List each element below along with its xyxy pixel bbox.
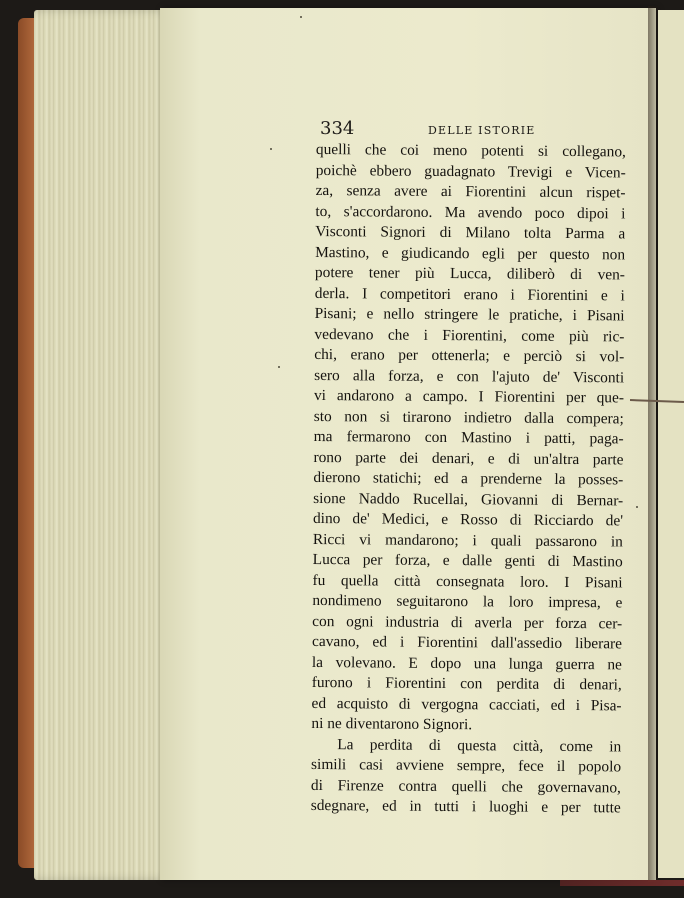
text-line: furono i Fiorentini con perdita di denari,	[311, 673, 622, 694]
paper-speck	[278, 366, 280, 368]
page-header	[320, 118, 620, 140]
text-line: simili casi avviene sempre, fece il popolo	[311, 755, 622, 776]
text-line: Pisani; e nello stringere le pratiche, i Pisani	[314, 304, 625, 325]
text-line: nondimeno seguitarono la loro impresa, e	[312, 591, 623, 612]
text-line: sione Naddo Rucellai, Giovanni di Bernar-	[313, 489, 624, 509]
paper-speck	[270, 148, 272, 150]
text-line: vi andarono a campo. I Fiorentini per que-	[313, 386, 625, 407]
text-line: vedevano che i Fiorentini, come più ric-	[314, 325, 625, 345]
page-stack-edges	[34, 10, 174, 880]
text-line: Lucca per forza, e dalle genti di Mastino	[312, 550, 623, 571]
text-line: sdegnare, ed in tutti i luoghi e per tutte	[310, 796, 621, 817]
paper-speck	[300, 16, 302, 18]
text-line: za, senza avere ai Fiorentini alcun rispet-	[315, 181, 626, 202]
text-line: con ogni industria di averla per forza cer-	[312, 612, 623, 632]
body-text	[311, 140, 626, 819]
text-line: Ricci vi mandarono; i quali passarono in	[312, 530, 623, 550]
text-line: ma fermarono con Mastino i patti, paga-	[313, 427, 624, 448]
text-line: derla. I competitori erano i Fiorentini e i	[314, 284, 625, 304]
text-line: Mastino, e giudicando egli per questo non	[315, 243, 626, 263]
text-line: Visconti Signori di Milano tolta Parma a	[315, 222, 626, 243]
page-number: 334	[320, 118, 355, 139]
bookmark-ribbon	[560, 880, 684, 886]
text-line: dino de' Medici, e Rosso di Ricciardo de'	[312, 509, 624, 530]
text-line: la volevano. E dopo una lunga guerra ne	[311, 653, 622, 673]
running-head: DELLE ISTORIE	[428, 124, 536, 137]
text-line: di Firenze contra quelli che governavano,	[310, 776, 621, 796]
text-line: chi, erano per ottenerla; e perciò si vol-	[314, 345, 625, 366]
text-line: quelli che coi meno potenti si collegano,	[315, 140, 626, 161]
text-line: cavano, ed i Fiorentini dall'assedio liberare	[311, 632, 623, 653]
text-line: La perdita di questa città, come in	[337, 735, 622, 755]
paper-speck	[636, 506, 638, 508]
text-line: ed acquisto di vergogna cacciati, ed i Pisa-	[311, 694, 622, 714]
text-line: rono parte dei denari, e di un'altra parte	[313, 448, 624, 468]
text-line: sero alla forza, e con l'ajuto de' Visconti	[314, 366, 625, 386]
text-line: dierono statichi; ed a prenderne la posses-	[313, 468, 624, 489]
text-line: to, s'accordarono. Ma avendo poco dipoi i	[315, 202, 626, 222]
text-line: fu quella città consegnata loro. I Pisani	[312, 571, 623, 591]
facing-page-edge	[658, 10, 684, 878]
text-line: ni ne diventarono Signori.	[311, 714, 473, 734]
text-line: poichè ebbero guadagnato Trevigi e Vicen-	[315, 161, 626, 181]
text-line: potere tener più Lucca, diliberò di ven-	[314, 263, 626, 284]
text-line: sto non si tirarono indietro dalla compera;	[313, 407, 624, 427]
